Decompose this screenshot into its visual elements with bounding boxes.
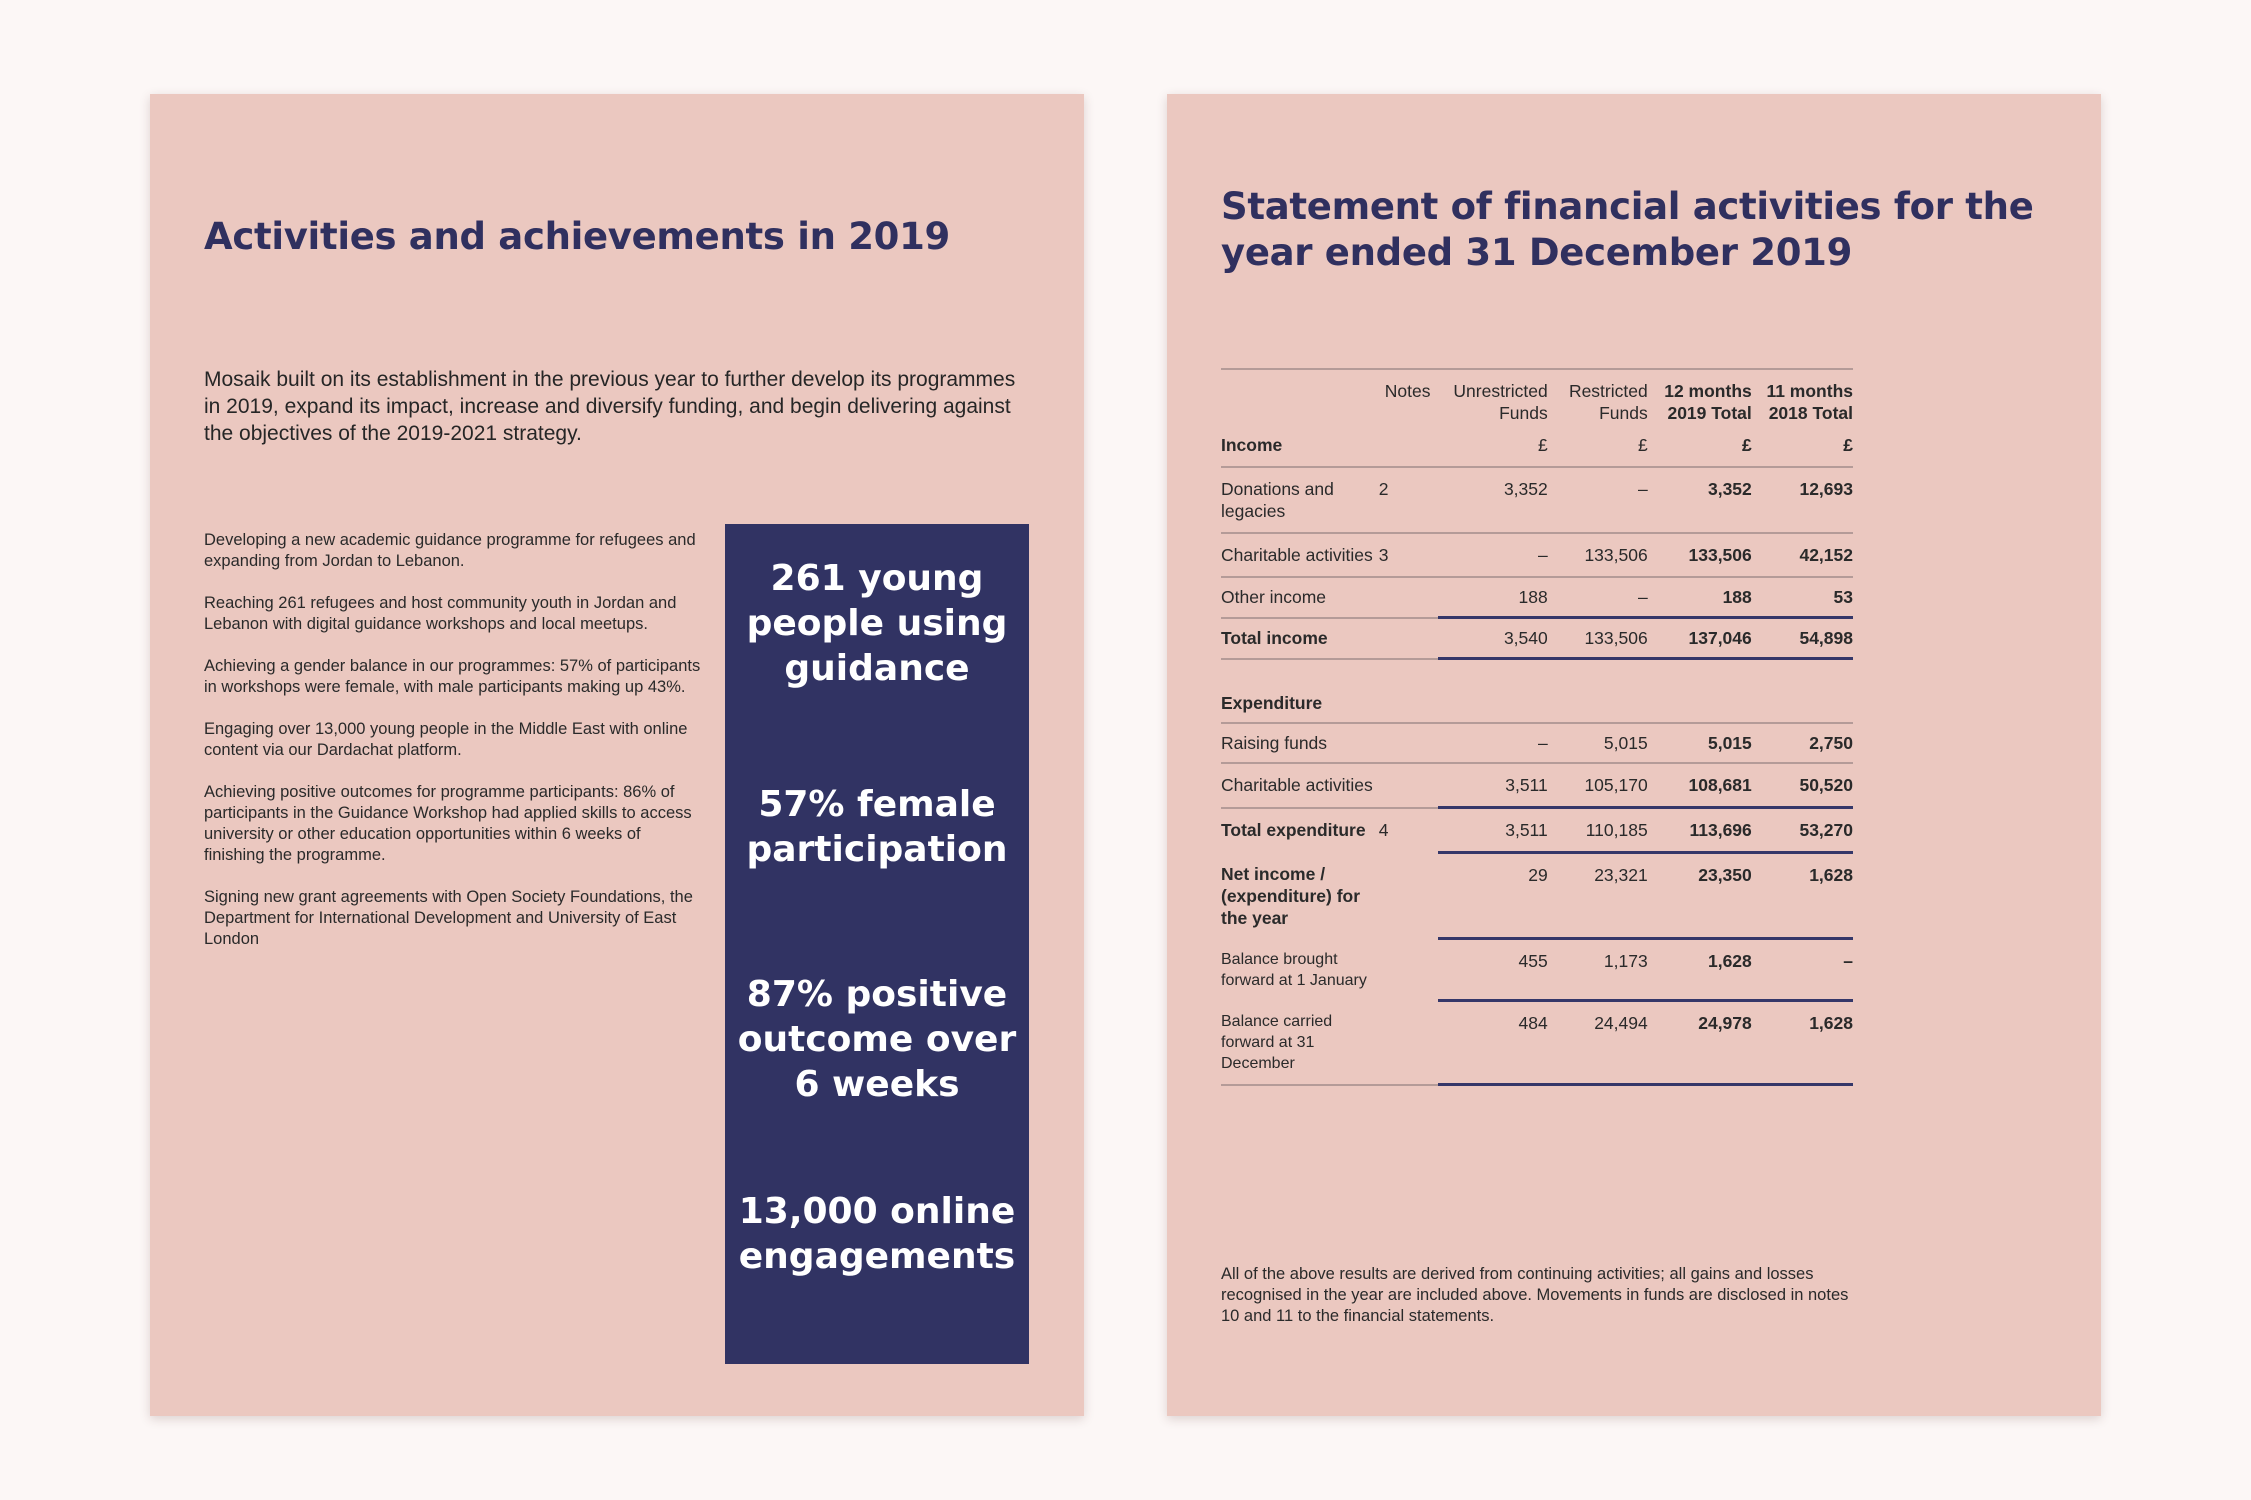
cell-restricted: –	[1637, 587, 1648, 607]
col-header-2019: 12 months 2019 Total	[1664, 381, 1752, 423]
cell-unrestricted: 455	[1438, 939, 1547, 1001]
expenditure-heading: Expenditure	[1221, 693, 1323, 713]
cell-restricted: 133,506	[1584, 545, 1648, 565]
cell-total-2019: 113,696	[1648, 808, 1752, 853]
row-label: Charitable activities	[1221, 545, 1373, 565]
net-income-row	[1221, 853, 1853, 939]
cell-unrestricted: 3,540	[1438, 618, 1547, 659]
achievement-item: Achieving a gender balance in our programmes: 57% of participants in workshops were female, with male participants making up 43%.	[204, 657, 701, 696]
currency-symbol: £	[1742, 435, 1752, 455]
cell-restricted: 110,185	[1548, 808, 1648, 853]
table-row	[1221, 533, 1853, 577]
cell-total-2018: 50,520	[1799, 775, 1853, 795]
total-expenditure-row	[1221, 808, 1853, 853]
row-label: Other income	[1221, 587, 1327, 607]
col-header-unrestricted: Unrestricted Funds	[1453, 381, 1548, 423]
table-row	[1221, 763, 1853, 808]
balance-carried-forward-row	[1221, 1001, 1853, 1085]
page-heading: Statement of financial activities for the year ended 31 December 2019	[1221, 185, 2034, 274]
expenditure-heading-row	[1221, 684, 1853, 723]
achievements-list	[204, 530, 704, 971]
cell-restricted: 23,321	[1548, 853, 1648, 939]
row-label: Total income	[1221, 627, 1328, 648]
achievement-item: Reaching 261 refugees and host community youth in Jordan and Lebanon with digital guidance workshops and local meetups.	[204, 594, 677, 633]
cell-unrestricted: 3,511	[1505, 775, 1548, 795]
cell-total-2019: 108,681	[1688, 775, 1752, 795]
footnote: All of the above results are derived from continuing activities; all gains and losses recognised in the year are included above. Movements in funds are disclosed in notes 10 and 11 to the financial statements.	[1221, 1265, 1849, 1325]
cell-total-2019: 188	[1722, 587, 1752, 607]
stat-positive-outcome: 87% positive outcome over 6 weeks	[737, 974, 1017, 1105]
cell-total-2019: 5,015	[1707, 733, 1752, 753]
row-notes	[1379, 618, 1439, 659]
row-notes	[1379, 723, 1439, 763]
stat-online-engagements: 13,000 online engagements	[738, 1191, 1016, 1277]
cell-total-2018: 12,693	[1799, 479, 1853, 499]
stats-panel	[725, 524, 1029, 1364]
row-label: Balance carried forward at 31 December	[1221, 1012, 1333, 1072]
cell-restricted: 1,173	[1548, 939, 1648, 1001]
row-notes: 4	[1378, 819, 1389, 840]
cell-total-2019: 23,350	[1648, 853, 1752, 939]
cell-unrestricted: –	[1538, 733, 1548, 753]
col-header-notes: Notes	[1384, 381, 1431, 401]
cell-total-2019: 137,046	[1648, 618, 1752, 659]
currency-symbol: £	[1637, 435, 1648, 455]
balance-brought-forward-row	[1221, 939, 1853, 1001]
row-label: Balance brought forward at 1 January	[1221, 950, 1367, 989]
total-income-row	[1221, 618, 1853, 659]
cell-total-2019: 24,978	[1648, 1001, 1752, 1085]
cell-unrestricted: 3,511	[1438, 808, 1547, 853]
cell-total-2019: 133,506	[1688, 545, 1752, 565]
row-notes	[1379, 577, 1439, 618]
cell-unrestricted: –	[1538, 545, 1548, 565]
col-header-restricted: Restricted Funds	[1568, 381, 1648, 423]
cell-restricted: 24,494	[1548, 1001, 1648, 1085]
cell-unrestricted: 188	[1518, 587, 1548, 607]
cell-unrestricted: 3,352	[1503, 479, 1548, 499]
cell-total-2018: 53	[1833, 587, 1853, 607]
row-notes: 2	[1378, 479, 1389, 499]
row-notes	[1379, 763, 1439, 808]
cell-restricted: 133,506	[1548, 618, 1648, 659]
cell-total-2018: 2,750	[1809, 733, 1853, 753]
income-heading: Income	[1221, 435, 1283, 455]
cell-total-2018: 1,628	[1752, 853, 1853, 939]
table-row	[1221, 467, 1853, 533]
intro-paragraph: Mosaik built on its establishment in the previous year to further develop its programmes in 2019, expand its impact, increase and diversify funding, and begin delivering against the objectives of the 2019-2021 strategy.	[204, 368, 1016, 445]
currency-symbol: £	[1538, 435, 1548, 455]
cell-total-2018: 1,628	[1752, 1001, 1853, 1085]
cell-total-2018: –	[1752, 939, 1853, 1001]
stat-female-participation: 57% female participation	[746, 784, 1008, 870]
left-page	[150, 94, 1084, 1416]
page-heading: Activities and achievements in 2019	[204, 215, 950, 258]
row-notes	[1379, 1001, 1439, 1085]
cell-total-2018: 42,152	[1799, 545, 1853, 565]
achievement-item: Signing new grant agreements with Open Society Foundations, the Department for International Development and University of East London	[204, 888, 693, 948]
cell-total-2018: 53,270	[1752, 808, 1853, 853]
table-row	[1221, 577, 1853, 618]
achievement-item: Developing a new academic guidance programme for refugees and expanding from Jordan to Lebanon.	[204, 531, 696, 570]
cell-total-2019: 1,628	[1648, 939, 1752, 1001]
income-currency-row	[1221, 424, 1853, 467]
table-header-row	[1221, 369, 1853, 424]
row-label: Donations and legacies	[1221, 479, 1334, 521]
row-notes	[1379, 939, 1439, 1001]
achievement-item: Achieving positive outcomes for programme participants: 86% of participants in the Guidance Workshop had applied skills to access university or other education opportunities within 6 weeks of finishing the programme.	[204, 783, 692, 864]
table-row	[1221, 723, 1853, 763]
cell-total-2019: 3,352	[1707, 479, 1752, 499]
row-label: Charitable activities	[1221, 775, 1373, 795]
currency-symbol: £	[1843, 435, 1853, 455]
row-label: Raising funds	[1221, 733, 1328, 753]
cell-total-2018: 54,898	[1752, 618, 1853, 659]
row-notes: 3	[1378, 545, 1389, 565]
achievement-item: Engaging over 13,000 young people in the Middle East with online content via our Dardachat platform.	[204, 720, 688, 759]
financial-statement-table	[1221, 368, 1853, 1086]
row-label: Total expenditure	[1221, 819, 1366, 840]
row-label: Net income / (expenditure) for the year	[1221, 863, 1361, 928]
cell-restricted: 5,015	[1603, 733, 1648, 753]
stat-young-people: 261 young people using guidance	[746, 558, 1008, 689]
cell-unrestricted: 29	[1438, 853, 1547, 939]
row-notes	[1379, 853, 1439, 939]
right-page	[1167, 94, 2101, 1416]
cell-restricted: 105,170	[1584, 775, 1648, 795]
cell-restricted: –	[1637, 479, 1648, 499]
col-header-2018: 11 months 2018 Total	[1766, 381, 1853, 423]
cell-unrestricted: 484	[1438, 1001, 1547, 1085]
